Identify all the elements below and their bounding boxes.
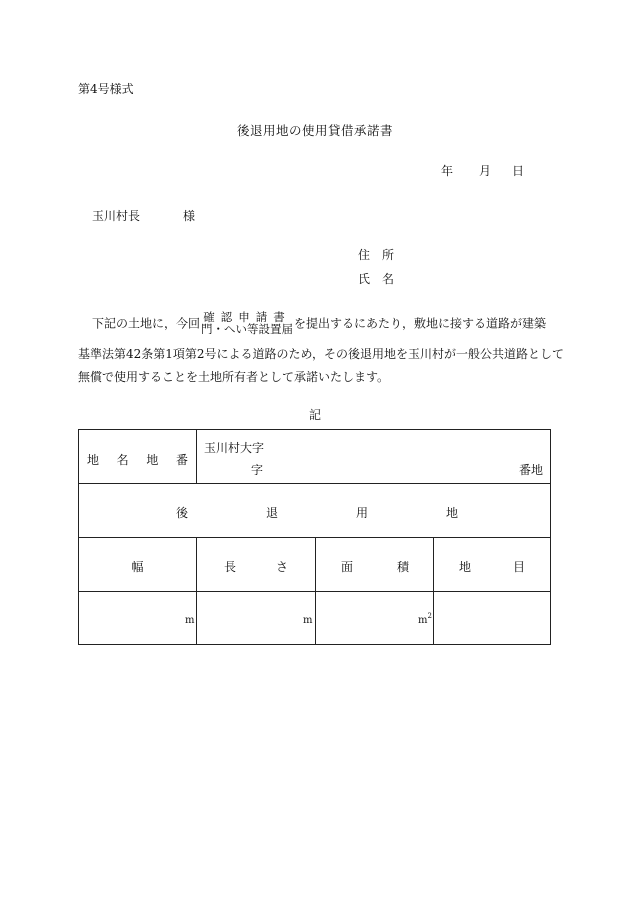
location-header-char: 地 [146,453,159,467]
form-number: 第4号様式 [78,82,134,96]
length-header [224,558,288,575]
body-line-1-prefix: 下記の土地に，今回 [92,316,201,331]
location-header-char: 名 [116,453,129,467]
section-header-char: 退 [265,506,278,520]
area-unit [418,612,432,626]
document-title: 後退用地の使用貸借承諾書 [236,123,393,138]
location-aza: 字 [251,463,264,477]
setback-section-row [79,484,550,538]
stack-lower-option: 門・へい等設置届 [201,322,294,336]
ki-label: 記 [308,408,321,422]
section-header-char: 地 [445,506,458,520]
area-header-char: 積 [396,560,409,574]
location-header-char: 番 [175,453,188,467]
setback-section-header [176,504,458,521]
section-header-char: 用 [355,506,368,520]
document-type-stack [201,311,293,335]
width-unit: m [185,615,195,626]
date-year-label: 年 [441,164,454,178]
name-label-char-1: 氏 [358,272,371,286]
location-village: 玉川村大字 [204,441,265,455]
location-banchi: 番地 [519,463,544,477]
width-header: 幅 [131,560,144,574]
value-row [79,592,550,645]
area-unit-superscript: 2 [427,612,432,620]
address-label-char-1: 住 [358,248,371,262]
applicant-address-label [358,246,394,263]
section-header-char: 後 [176,506,189,520]
location-header-char: 地 [87,453,100,467]
length-header-char: さ [275,560,288,574]
stack-upper-option: 確認申請書 [203,310,291,324]
body-line-1-suffix: を提出するにあたり，敷地に接する道路が建築 [294,316,547,331]
column-header-row [79,538,550,592]
address-label-char-2: 所 [382,248,395,262]
body-line-3: 無償で使用することを土地所有者として承諾いたします。 [78,370,390,384]
length-header-char: 長 [224,560,237,574]
location-header [87,451,188,468]
date-month-label: 月 [479,164,492,178]
land-category-header-char: 目 [512,560,525,574]
addressee-name: 玉川村長 [92,209,141,223]
date-day-label: 日 [512,164,525,178]
body-line-1 [92,312,546,336]
land-category-header [459,558,525,575]
name-label-char-2: 名 [382,272,395,286]
land-table [78,429,551,645]
location-row [79,430,550,484]
area-header-char: 面 [341,560,354,574]
body-line-2: 基準法第42条第1項第2号による道路のため，その後退用地を玉川村が一般公共道路として [78,347,565,361]
addressee-honorific: 様 [183,209,196,223]
area-header [341,558,409,575]
area-unit-base: m [418,615,428,626]
applicant-name-label [358,270,394,287]
length-unit: m [303,615,313,626]
land-category-header-char: 地 [459,560,472,574]
